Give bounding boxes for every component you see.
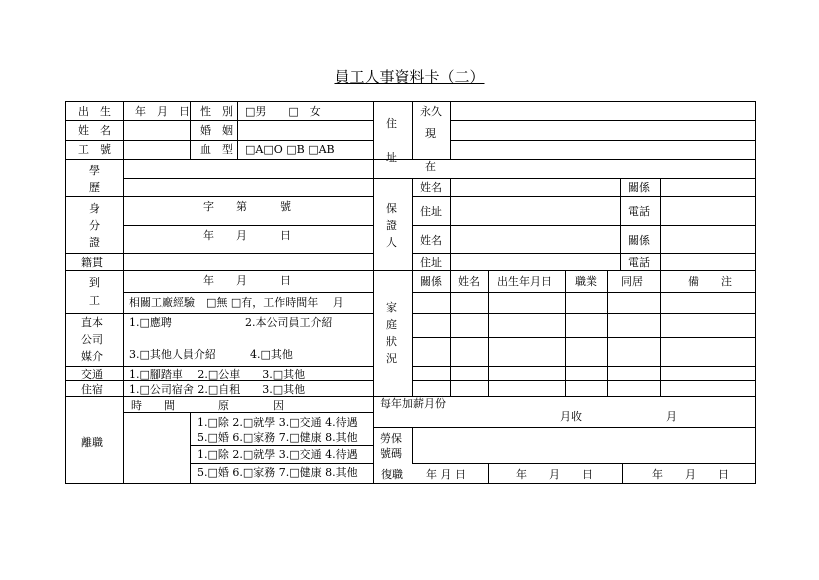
label-family-3: 狀 [386,335,397,348]
rehire-date-3: 年 月 日 [652,468,729,481]
label-id-1: 身 [89,202,100,215]
label-current-2: 在 [425,160,436,173]
label-source-2: 公司 [81,333,103,346]
family-col-cohabit: 同居 [621,275,643,288]
source-option-c: 3.□其他人員介紹 [129,348,216,361]
family-col-job: 職業 [575,275,597,288]
guarantor-phone-1: 電話 [628,205,650,218]
resignation-col-reason: 原 因 [218,399,284,412]
family-col-relation: 關係 [420,275,442,288]
label-labor-ins-1: 勞保 [380,432,402,445]
lodging-options: 1.□公司宿舍 2.□自租 3.□其他 [129,383,306,396]
label-emp-no: 工 號 [78,143,111,156]
guarantor-relation-1: 關係 [628,181,650,194]
label-rehire: 復職 [381,468,403,481]
label-education-2: 歷 [89,181,100,194]
id-date-format: 年 月 日 [203,229,291,242]
label-id-2: 分 [89,219,100,232]
traffic-options: 1.□腳踏車 2.□公車 3.□其他 [129,368,306,381]
gender-options: □男 □ 女 [245,105,321,118]
label-blood: 血 型 [200,143,233,156]
label-marriage: 婚 姻 [200,124,233,137]
family-col-dob: 出生年月日 [497,275,552,288]
rehire-date-2: 年 月 日 [516,468,593,481]
label-arrive-2: 工 [89,294,100,307]
label-name: 姓 名 [78,124,111,137]
label-guarantor-3: 人 [386,236,397,249]
label-monthly-income: 月收 [560,410,582,423]
factory-experience: 相關工廠經驗 □無 □有，工作時間年 月 [129,296,344,309]
source-option-d: 4.□其他 [250,348,293,361]
label-address-zhi: 址 [386,151,397,164]
label-birth: 出 生 [78,105,111,118]
label-family-2: 庭 [386,318,397,331]
label-current-1: 現 [425,127,436,140]
reason-options-b2: 5.□婚 6.□家務 7.□健康 8.其他 [197,466,358,479]
source-option-a: 1.□應聘 [129,316,172,329]
label-birth-date: 年 月 日 [135,105,190,118]
guarantor-relation-2: 關係 [628,234,650,247]
label-family-1: 家 [386,301,397,314]
label-guarantor-2: 證 [386,219,397,232]
guarantor-name-1: 姓名 [420,181,442,194]
source-option-b: 2.本公司員工介紹 [245,316,333,329]
resignation-col-time: 時 間 [131,399,175,412]
label-id-3: 證 [89,236,100,249]
family-col-name: 姓名 [458,275,480,288]
guarantor-name-2: 姓名 [420,234,442,247]
guarantor-phone-2: 電話 [628,256,650,269]
reason-options-b1: 1.□除 2.□就學 3.□交通 4.待遇 [197,448,358,461]
label-education-1: 學 [89,164,100,177]
label-source-3: 媒介 [81,350,103,363]
guarantor-address-1: 住址 [420,205,442,218]
label-native-place: 籍貫 [81,256,103,269]
reason-options-a2: 5.□婚 6.□家務 7.□健康 8.其他 [197,431,358,444]
label-guarantor-1: 保 [386,202,397,215]
label-source-1: 直本 [81,316,103,329]
label-traffic: 交通 [81,368,103,381]
blood-options: □A□O □B □AB [245,143,335,156]
label-labor-ins-2: 號碼 [380,447,402,460]
label-permanent: 永久 [420,105,442,118]
family-col-note: 備 注 [688,275,732,288]
label-family-4: 況 [386,352,397,365]
label-lodging: 住宿 [81,383,103,396]
label-gender: 性 別 [200,105,233,118]
label-address-zhu: 住 [386,117,397,130]
label-annual-raise: 每年加薪月份 [380,397,446,410]
rehire-date-1: 年 月 日 [426,468,466,481]
guarantor-address-2: 住址 [420,256,442,269]
reason-options-a1: 1.□除 2.□就學 3.□交通 4.待遇 [197,416,358,429]
label-resignation: 離職 [81,436,103,449]
arrive-date-format: 年 月 日 [203,274,291,287]
label-month: 月 [666,410,677,423]
page-title: 員工人事資料卡（二） [334,68,485,86]
label-arrive-1: 到 [89,276,100,289]
id-number-format: 字 第 號 [203,200,291,213]
